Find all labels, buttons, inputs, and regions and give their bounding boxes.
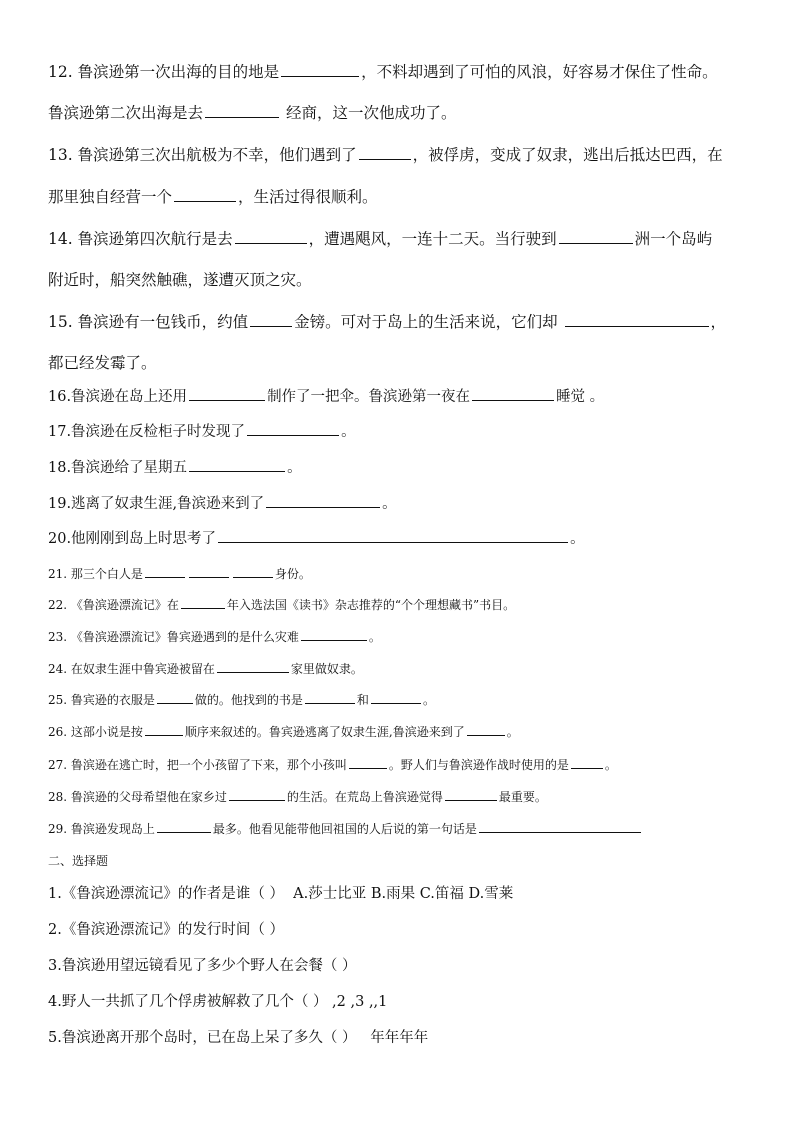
- question-19: 19.逃离了奴隶生涯,鲁滨逊来到了 。: [48, 492, 397, 513]
- question-14-line2: 附近时，船突然触礁，遂遭灭顶之灾。: [48, 271, 312, 289]
- answer-blank[interactable]: [189, 565, 229, 578]
- choice-question-2: 2.《鲁滨逊漂流记》的发行时间（ ）: [48, 922, 284, 938]
- answer-blank[interactable]: [218, 528, 568, 544]
- answer-blank[interactable]: [181, 596, 225, 609]
- choice-question-1: 1.《鲁滨逊漂流记》的作者是谁（ ） A.莎士比亚 B.雨果 C.笛福 D.雪莱: [48, 886, 514, 902]
- answer-blank[interactable]: [205, 102, 279, 119]
- answer-blank[interactable]: [359, 144, 411, 161]
- question-20: 20.他刚刚到岛上时思考了 。: [48, 527, 585, 548]
- answer-blank[interactable]: [145, 723, 183, 736]
- question-12-line1: 12. 鲁滨逊第一次出海的目的地是 ，不料却遇到了可怕的风浪，好容易才保住了性命。: [48, 60, 718, 82]
- answer-blank[interactable]: [445, 788, 497, 801]
- question-13-line2: 那里独自经营一个 ，生活过得很顺利。: [48, 185, 378, 207]
- answer-blank[interactable]: [157, 820, 211, 833]
- question-15-line1: 15. 鲁滨逊有一包钱币，约值 金镑。可对于岛上的生活来说，它们却 ，: [48, 310, 726, 332]
- answer-blank[interactable]: [174, 186, 236, 203]
- answer-blank[interactable]: [189, 457, 285, 473]
- answer-blank[interactable]: [250, 311, 292, 328]
- answer-blank[interactable]: [266, 493, 380, 509]
- answer-blank[interactable]: [247, 421, 339, 437]
- question-17: 17.鲁滨逊在反检柜子时发现了 。: [48, 420, 356, 441]
- answer-blank[interactable]: [559, 228, 633, 245]
- question-15-line2: 都已经发霉了。: [48, 354, 157, 372]
- answer-blank[interactable]: [472, 386, 554, 402]
- answer-blank[interactable]: [217, 660, 289, 673]
- choice-options: A.莎士比亚 B.雨果 C.笛福 D.雪莱: [293, 886, 514, 902]
- question-16: 16.鲁滨逊在岛上还用 制作了一把伞。鲁滨逊第一夜在 睡觉 。: [48, 385, 604, 406]
- answer-blank[interactable]: [305, 691, 355, 704]
- choice-question-5: 5.鲁滨逊离开那个岛时，已在岛上呆了多久（ ） 年年年年: [48, 1030, 429, 1046]
- answer-blank[interactable]: [301, 628, 367, 641]
- answer-blank[interactable]: [281, 61, 359, 78]
- question-25: 25. 鲁宾逊的衣服是 做的。他找到的书是 和 。: [48, 693, 435, 707]
- answer-blank[interactable]: [371, 691, 421, 704]
- answer-blank[interactable]: [571, 756, 603, 769]
- question-24: 24. 在奴隶生涯中鲁宾逊被留在 家里做奴隶。: [48, 662, 363, 676]
- answer-blank[interactable]: [157, 691, 193, 704]
- question-13-line1: 13. 鲁滨逊第三次出航极为不幸，他们遇到了 ，被俘虏，变成了奴隶，逃出后抵达巴西，在: [48, 143, 723, 165]
- choice-question-3: 3.鲁滨逊用望远镜看见了多少个野人在会餐（ ）: [48, 958, 357, 974]
- answer-blank[interactable]: [189, 386, 265, 402]
- answer-blank[interactable]: [467, 723, 505, 736]
- question-18: 18.鲁滨逊给了星期五 。: [48, 456, 302, 477]
- question-22: 22. 《鲁滨逊漂流记》在 年入选法国《读书》杂志推荐的“个个理想藏书”书目。: [48, 598, 516, 612]
- question-29: 29. 鲁滨逊发现岛上 最多。他看见能带他回祖国的人后说的第一句话是: [48, 820, 643, 837]
- answer-blank[interactable]: [479, 820, 641, 833]
- choice-question-4: 4.野人一共抓了几个俘虏被解救了几个（ ） ,2 ,3 ,,1: [48, 994, 388, 1010]
- answer-blank[interactable]: [145, 565, 185, 578]
- answer-blank[interactable]: [233, 565, 273, 578]
- answer-blank[interactable]: [349, 756, 387, 769]
- question-12-line2: 鲁滨逊第二次出海是去 经商，这一次他成功了。: [48, 101, 456, 123]
- question-21: 21. 那三个白人是 身份。: [48, 567, 311, 581]
- answer-blank[interactable]: [565, 311, 709, 328]
- question-23: 23. 《鲁滨逊漂流记》鲁宾逊遇到的是什么灾难 。: [48, 630, 381, 644]
- section-heading: 二、选择题: [48, 854, 109, 868]
- answer-blank[interactable]: [235, 228, 307, 245]
- question-14-line1: 14. 鲁滨逊第四次航行是去 ，遭遇飓风，一连十二天。当行驶到 洲一个岛屿: [48, 227, 712, 249]
- question-27: 27. 鲁滨逊在逃亡时，把一个小孩留了下来，那个小孩叫 。野人们与鲁滨逊作战时使用的是 。: [48, 758, 617, 772]
- answer-blank[interactable]: [229, 788, 285, 801]
- question-26: 26. 这部小说是按 顺序来叙述的。鲁宾逊逃离了奴隶生涯,鲁滨逊来到了 。: [48, 725, 519, 739]
- question-28: 28. 鲁滨逊的父母希望他在家乡过 的生活。在荒岛上鲁滨逊觉得 最重要。: [48, 790, 547, 804]
